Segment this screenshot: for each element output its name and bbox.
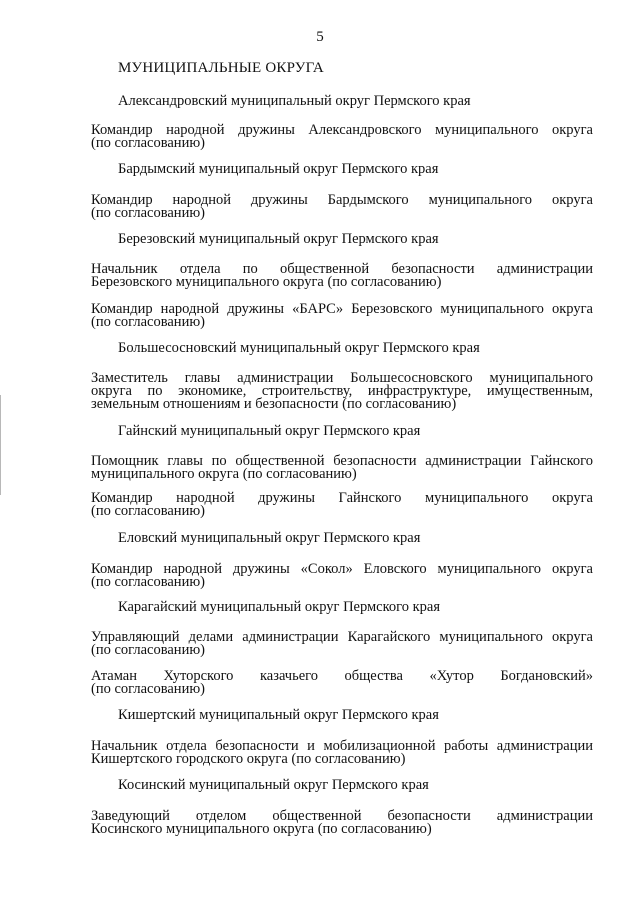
paragraph-line: (по согласованию)	[91, 681, 205, 697]
paragraph-line: Заместитель главы администрации Большесосновского муниципального	[91, 370, 593, 386]
position-paragraph	[91, 303, 593, 329]
district-heading: Александровский муниципальный округ Пермского края	[118, 93, 471, 109]
paragraph-line: Управляющий делами администрации Карагайского муниципального округа	[91, 629, 593, 645]
paragraph-line: Кишертского городского округа (по согласованию)	[91, 751, 406, 767]
district-heading: Большесосновский муниципальный округ Пермского края	[118, 340, 480, 356]
position-paragraph	[91, 492, 593, 518]
paragraph-line: муниципального округа (по согласованию)	[91, 466, 357, 482]
section-title: МУНИЦИПАЛЬНЫЕ ОКРУГА	[118, 60, 324, 76]
paragraph-line: округа по экономике, строительству, инфраструктуре, имущественным,	[91, 383, 593, 399]
paragraph-line: земельным отношениям и безопасности (по согласованию)	[91, 396, 457, 412]
paragraph-line: Косинского муниципального округа (по согласованию)	[91, 821, 432, 837]
position-paragraph	[91, 124, 593, 150]
paragraph-line: Командир народной дружины Александровского муниципального округа	[91, 122, 593, 138]
paragraph-line: Командир народной дружины Бардымского муниципального округа	[91, 192, 593, 208]
paragraph-line: (по согласованию)	[91, 503, 205, 519]
district-heading: Косинский муниципальный округ Пермского края	[118, 777, 429, 793]
paragraph-line: Командир народной дружины «Сокол» Еловского муниципального округа	[91, 561, 593, 577]
district-heading: Карагайский муниципальный округ Пермского края	[118, 599, 441, 615]
position-paragraph	[91, 194, 593, 220]
paragraph-line: (по согласованию)	[91, 205, 205, 221]
position-paragraph	[91, 670, 593, 696]
district-heading: Гайнский муниципальный округ Пермского края	[118, 423, 421, 439]
position-paragraph	[91, 563, 593, 589]
paragraph-line: (по согласованию)	[91, 135, 205, 151]
left-margin-line	[0, 395, 1, 495]
paragraph-line: Атаман Хуторского казачьего общества «Хутор Богдановский»	[91, 668, 593, 684]
paragraph-line: (по согласованию)	[91, 642, 205, 658]
district-heading: Еловский муниципальный округ Пермского края	[118, 530, 421, 546]
position-paragraph	[91, 263, 593, 289]
paragraph-line: Командир народной дружины Гайнского муниципального округа	[91, 490, 593, 506]
paragraph-line: Березовского муниципального округа (по согласованию)	[91, 274, 442, 290]
position-paragraph	[91, 740, 593, 766]
paragraph-line: Начальник отдела по общественной безопасности администрации	[91, 261, 593, 277]
district-heading: Бардымский муниципальный округ Пермского края	[118, 161, 439, 177]
page-number: 5	[316, 29, 324, 45]
paragraph-line: (по согласованию)	[91, 574, 205, 590]
paragraph-line: Командир народной дружины «БАРС» Березовского муниципального округа	[91, 301, 593, 317]
paragraph-line: Помощник главы по общественной безопасности администрации Гайнского	[91, 453, 593, 469]
position-paragraph	[91, 455, 593, 481]
paragraph-line: (по согласованию)	[91, 314, 205, 330]
position-paragraph	[91, 810, 593, 836]
district-heading: Кишертский муниципальный округ Пермского края	[118, 707, 439, 723]
position-paragraph	[91, 631, 593, 657]
district-heading: Березовский муниципальный округ Пермского края	[118, 231, 439, 247]
position-paragraph	[91, 372, 593, 411]
paragraph-line: Заведующий отделом общественной безопасности администрации	[91, 808, 593, 824]
paragraph-line: Начальник отдела безопасности и мобилизационной работы администрации	[91, 738, 593, 754]
